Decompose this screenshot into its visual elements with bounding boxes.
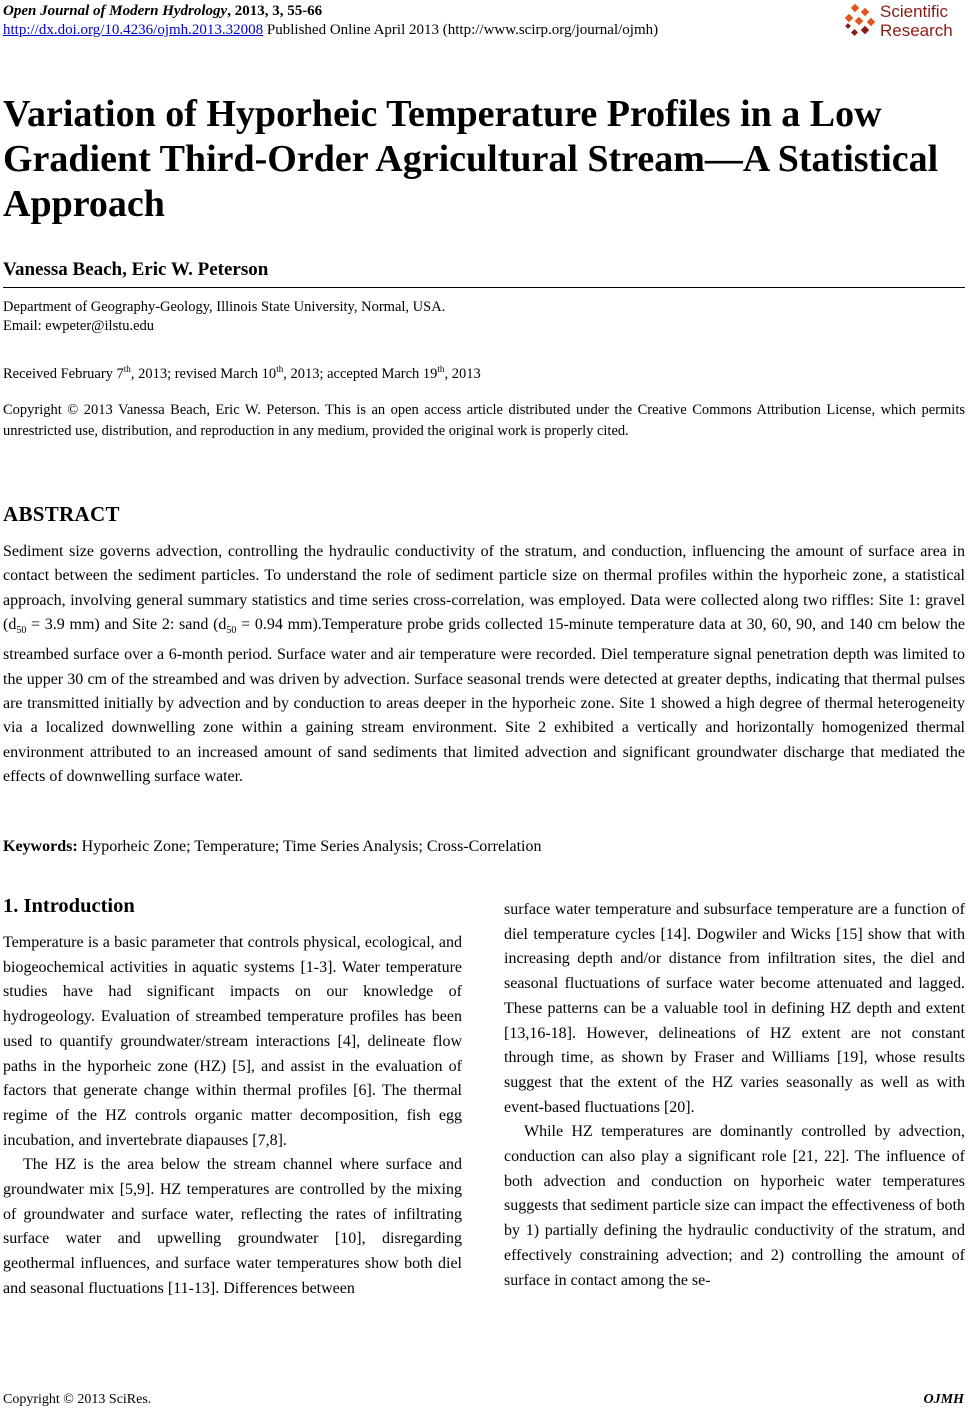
journal-doi-line — [3, 21, 658, 39]
authors: Vanessa Beach, Eric W. Peterson — [3, 259, 269, 280]
journal-name: Open Journal of Modern Hydrology — [3, 3, 228, 19]
logo-mark-icon — [842, 3, 878, 41]
doi-link[interactable]: http://dx.doi.org/10.4236/ojmh.2013.32008 — [3, 22, 264, 38]
ordinal-suffix: th — [123, 364, 131, 374]
published-online: Published Online April 2013 (http://www.scirp.org/journal/ojmh) — [263, 22, 659, 38]
footer-copyright: Copyright © 2013 SciRes. — [3, 1392, 152, 1407]
paragraph: The HZ is the area below the stream channel where surface and groundwater mix [5,9]. HZ temperatures are controlled by the mixing of groundwater and surface water, reflecting the rates of infiltrating surface water and upwelling groundwater [10], disregarding geothermal influences, and surface water temperatures show both diel and seasonal fluctuations [11-13]. Differences between — [3, 1156, 462, 1297]
logo-word-scientific: Scientific — [880, 2, 949, 21]
footer-journal-abbrev: OJMH — [923, 1392, 964, 1407]
abstract-heading: ABSTRACT — [3, 502, 120, 526]
received-dates — [3, 360, 481, 384]
year-suffix: , 2013 — [444, 365, 481, 382]
keywords — [3, 838, 542, 856]
paragraph: Temperature is a basic parameter that controls physical, ecological, and biogeochemical activities in aquatic systems [1-3]. Water temperature studies have had significant impacts on our knowledge of hydrogeology. Evaluation of streambed temperature profiles has been used to quantify groundwater/stream interactions [4], delineate flow paths in the hyporheic zone (HZ) [5], and assist in the evaluation of factors that generate change within thermal profiles [6]. The thermal regime of the HZ controls organic matter decomposition, fish egg incubation, and invertebrate diapauses [7,8]. — [3, 934, 462, 1149]
affiliation: Department of Geography-Geology, Illinois State University, Normal, USA. — [3, 299, 446, 315]
abstract-text: = 3.9 mm) and Site 2: sand (d — [26, 615, 227, 633]
accepted-date: , 2013; accepted March 19 — [283, 365, 438, 382]
section-heading: 1. Introduction — [3, 895, 135, 917]
copyright-notice: Copyright © 2013 Vanessa Beach, Eric W. Peterson. This is an open access article distributed under the Creative Commons Attribution License, which permits unrestricted use, distribution, and reproduction in any medium, provided the original work is properly cited. — [3, 402, 965, 439]
keywords-list: Hyporheic Zone; Temperature; Time Series Analysis; Cross-Correlation — [77, 838, 542, 855]
author-email[interactable]: Email: ewpeter@ilstu.edu — [3, 318, 155, 334]
title-divider — [3, 287, 965, 288]
paper-title: Variation of Hyporheic Temperature Profiles in a Low Gradient Third-Order Agricultural Stream—A Statistical Approach — [3, 93, 939, 225]
ordinal-suffix: th — [437, 364, 445, 374]
keywords-label: Keywords: — [3, 838, 78, 855]
abstract-body — [3, 540, 965, 789]
abstract-text: = 0.94 mm).Temperature probe grids collected 15-minute temperature data at 30, 60, 90, and 140 cm below the streambed surface over a 6-month period. Surface water and air temperature were recorded. Diel temperature signal penetration depth was limited to the upper 30 cm of the streambed and was driven by advection. Surface seasonal trends were detected at greater depths, indicating that thermal pulses are transmitted initially by advection and by conduction to areas deeper in the hyporheic zone. Site 1 showed a high degree of thermal heterogeneity via a localized downwelling zone within a gaining stream environment. Site 2 exhibited a vertically and horizontally homogenized thermal environment attributed to an increased amount of sand sediments that limited advection and significant groundwater discharge that mediated the effects of downwelling surface water. — [3, 615, 965, 785]
received-date: Received February 7 — [3, 365, 124, 382]
abstract-text: Sediment size governs advection, controlling the hydraulic conductivity of the stratum, and conduction, influencing the amount of surface area in contact between the sediment particles. To understand the role of sediment particle size on thermal profiles within the hyporheic zone, a statistical approach, involving general summary statistics and time series cross-correlation, was employed. Data were collected along two riffles: Site 1: gravel (d — [3, 543, 965, 633]
ordinal-suffix: th — [276, 364, 284, 374]
paragraph: surface water temperature and subsurface temperature are a function of diel temperature cycles [14]. Dogwiler and Wicks [15] show that with increasing depth and/or distance from infiltration sites, the diel and seasonal fluctuations of surface water become attenuated and lagged. These patterns can be a valuable tool in defining HZ depth and extent [13,16-18]. However, delineations of HZ extent are not constant through time, as shown by Fraser and Williams [19], whose results suggest that the extent of the HZ varies seasonally as well as with event-based fluctuations [20]. — [504, 901, 965, 1116]
left-column — [3, 931, 462, 1302]
paragraph: While HZ temperatures are dominantly controlled by advection, conduction can also play a significant role [21, 22]. The influence of both advection and conduction on hyporheic water temperatures suggests that sediment particle size can impact the effectiveness of both by 1) partially defining the hydraulic conductivity of the stratum, and effectively constraining advection; and 2) controlling the amount of surface in contact among the se- — [504, 1123, 965, 1289]
revised-date: , 2013; revised March 10 — [130, 365, 277, 382]
right-column — [504, 898, 965, 1293]
journal-citation — [3, 2, 322, 20]
subscript: 50 — [16, 625, 27, 637]
journal-issue: , 2013, 3, 55-66 — [227, 3, 323, 19]
subscript: 50 — [226, 625, 237, 637]
publisher-logo[interactable] — [842, 2, 964, 42]
logo-word-research: Research — [880, 21, 953, 40]
